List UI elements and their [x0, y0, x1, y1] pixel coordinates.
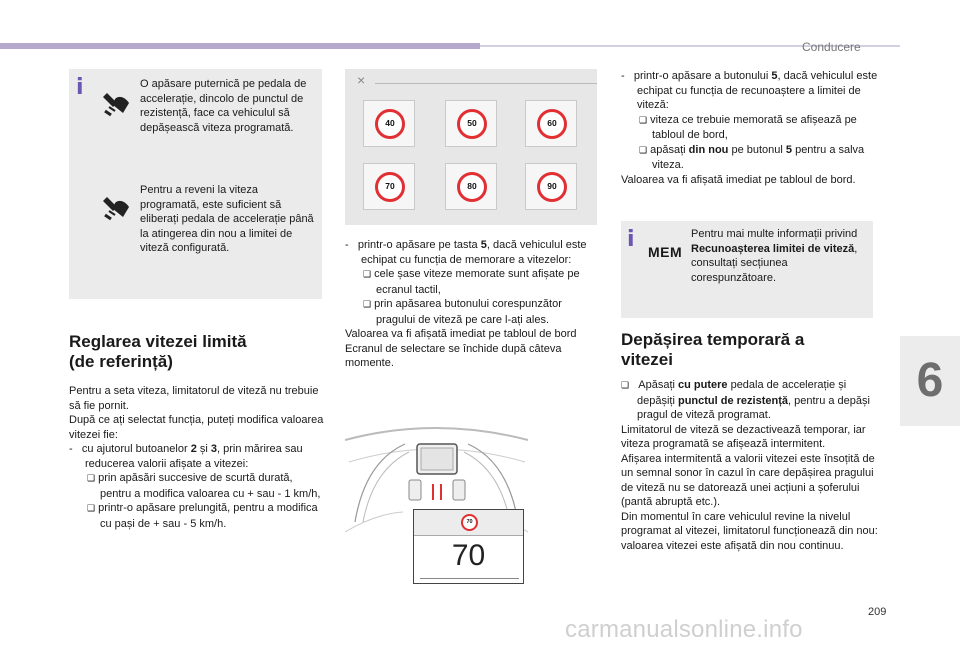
speed-sign-icon: 70: [375, 172, 405, 202]
watermark: carmanualsonline.info: [565, 616, 803, 643]
sub-item: ❑ printr-o apăsare prelungită, pentru a modifica cu pași de + sau - 5 km/h.: [87, 502, 318, 530]
speed-button-60[interactable]: [525, 100, 577, 147]
heading-set-speed-limit: Reglarea vitezei limită (de referință): [69, 332, 247, 371]
header-accent-bar: [0, 43, 480, 49]
section-title: Conducere: [802, 40, 861, 54]
foot-pedal-icon: [101, 89, 133, 119]
note-overspeed: O apăsare puternică pe pedala de accelerație, dincolo de punctul de rezistență, face ca vehiculul să depășească viteza programată.: [140, 78, 307, 134]
cluster-speed-value: 70: [451, 539, 486, 572]
sub-item: ❑ viteza ce trebuie memorată se afișează pe tabloul de bord,: [639, 113, 857, 141]
sub-item: ❑ prin apăsarea butonului corespunzător pragului de viteză pe care l-ați ales.: [363, 298, 562, 326]
paragraph: După ce ați selectat funcția, puteți modifica valoarea vitezei fie:: [69, 414, 324, 441]
set-speed-text: [69, 384, 324, 531]
info-note-box: [69, 69, 322, 299]
page-number: 209: [868, 606, 887, 618]
bullet-icon: ❑: [363, 270, 372, 280]
bullet-item: ❑ Apăsați cu putere pedala de accelerație și depășiți punctul de rezistență, pentru a depăși pragul de viteză programat.: [621, 379, 870, 421]
cluster-divider: [420, 578, 519, 579]
bullet-icon: ❑: [87, 504, 96, 514]
mem-icon: MEM: [648, 244, 683, 260]
bullet-icon: ❑: [639, 115, 648, 126]
mem-note: Pentru mai multe informații privind Recunoașterea limitei de viteză, consultați secțiunea corespunzătoare.: [691, 228, 858, 284]
foot-pedal-icon: [101, 193, 133, 223]
info-mem-box: [621, 221, 873, 318]
sub-item: ❑ prin apăsări succesive de scurtă durată, pentru a modifica valoarea cu + sau - 1 km/h,: [87, 472, 321, 500]
bullet-icon: ❑: [621, 381, 630, 391]
dash-item: - cu ajutorul butoanelor 2 și 3, prin mărirea sau reducerea valorii afișate a vitezei:: [69, 443, 303, 470]
bullet-icon: ❑: [87, 474, 96, 484]
paragraph: Limitatorul de viteză se dezactivează temporar, iar viteza programată se afișează intermitent.: [621, 423, 866, 450]
info-icon: i: [76, 75, 84, 100]
close-icon[interactable]: ×: [357, 72, 366, 88]
speed-sign-icon: 70: [461, 514, 478, 531]
speed-button-40[interactable]: [363, 100, 415, 147]
memory-select-text: [345, 238, 600, 371]
paragraph: Pentru a seta viteza, limitatorul de viteză nu trebuie să fie pornit.: [69, 385, 319, 412]
sub-item: ❑ cele șase viteze memorate sunt afișate pe ecranul tactil,: [363, 268, 580, 296]
speed-button-70[interactable]: [363, 163, 415, 210]
speed-memory-panel: [345, 69, 597, 225]
chapter-tab: [900, 336, 960, 426]
speed-sign-icon: 60: [537, 109, 567, 139]
note-return-speed: Pentru a reveni la viteza programată, este suficient să eliberați pedala de accelerație până la atingerea din nou a limitei de viteză configurată.: [140, 184, 314, 254]
panel-divider: [375, 83, 597, 84]
paragraph: Din momentul în care vehiculul revine la nivelul programat al vitezei, limitatorul funcționează din nou: valoarea vitezei este afișată din nou continuu.: [621, 510, 878, 552]
bullet-icon: ❑: [639, 145, 648, 156]
dash-item: - printr-o apăsare a butonului 5, dacă vehiculul este echipat cu funcția de recunoaștere a limitei de viteză:: [621, 70, 878, 111]
overspeed-text: [621, 378, 879, 553]
paragraph: Valoarea va fi afișată imediat pe tabloul de bord Ecranul de selectare se închide după câteva momente.: [345, 328, 577, 369]
speed-sign-icon: 80: [457, 172, 487, 202]
info-icon: i: [627, 227, 635, 252]
speed-button-90[interactable]: [525, 163, 577, 210]
chapter-number: 6: [916, 354, 944, 407]
dash-item: - printr-o apăsare pe tasta 5, dacă vehiculul este echipat cu funcția de memorare a vitezelor:: [345, 239, 587, 266]
sub-item: ❑ apăsați din nou pe butonul 5 pentru a salva viteza.: [639, 143, 865, 171]
cluster-speed-display: [413, 509, 524, 584]
paragraph: Afișarea intermitentă a valorii vitezei este însoțită de un semnal sonor în cazul în care depășirea pragului de viteză nu se datorează unei acțiuni a șoferului (pantă abruptă etc.).: [621, 452, 875, 508]
paragraph: Valoarea va fi afișată imediat pe tabloul de bord.: [621, 173, 856, 186]
recognition-text: [621, 69, 879, 187]
speed-sign-icon: 50: [457, 109, 487, 139]
speed-button-50[interactable]: [445, 100, 497, 147]
bullet-icon: ❑: [363, 300, 372, 310]
speed-button-80[interactable]: [445, 163, 497, 210]
cluster-sign-area: [414, 510, 523, 536]
speed-sign-icon: 90: [537, 172, 567, 202]
heading-temporary-overspeed: Depășirea temporară a vitezei: [621, 330, 805, 369]
speed-sign-icon: 40: [375, 109, 405, 139]
